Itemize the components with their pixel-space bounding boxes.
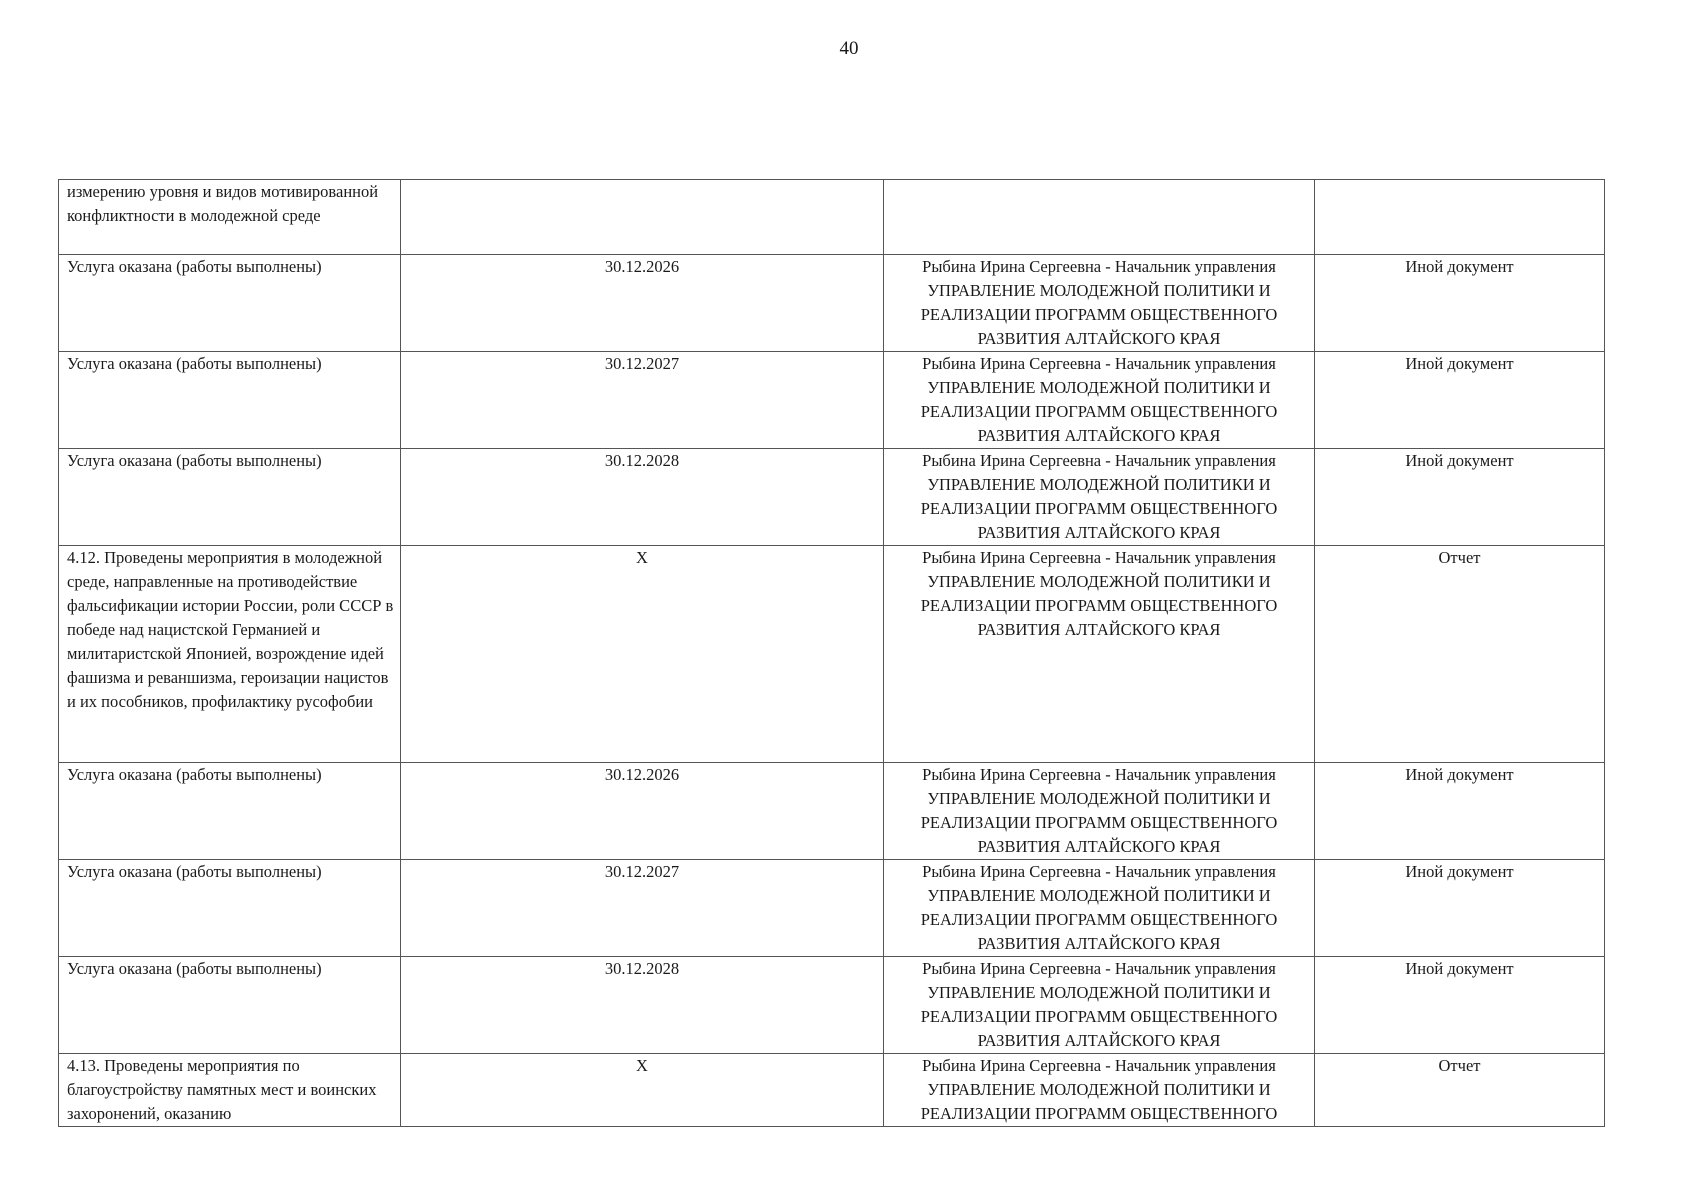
due-date: 30.12.2027 [604, 354, 680, 373]
table-row [59, 957, 1605, 1054]
document-type-cell [1315, 546, 1605, 763]
event-name: измерению уровня и видов мотивированной конфликтности в молодежной среде [67, 182, 379, 225]
due-date-cell [401, 763, 884, 860]
document-type: Иной документ [1405, 257, 1514, 276]
responsible: Рыбина Ирина Сергеевна - Начальник управления УПРАВЛЕНИЕ МОЛОДЕЖНОЙ ПОЛИТИКИ И РЕАЛИЗАЦИИ ПРОГРАММ ОБЩЕСТВЕННОГО РАЗВИТИЯ АЛТАЙСКОГО КРАЯ [920, 959, 1278, 1050]
responsible-cell [884, 352, 1315, 449]
responsible-cell [884, 860, 1315, 957]
due-date: 30.12.2027 [604, 862, 680, 881]
event-name: Услуга оказана (работы выполнены) [67, 862, 322, 881]
document-type: Иной документ [1405, 765, 1514, 784]
table-row [59, 255, 1605, 352]
responsible: Рыбина Ирина Сергеевна - Начальник управления УПРАВЛЕНИЕ МОЛОДЕЖНОЙ ПОЛИТИКИ И РЕАЛИЗАЦИИ ПРОГРАММ ОБЩЕСТВЕННОГО РАЗВИТИЯ АЛТАЙСКОГО КРАЯ [920, 862, 1278, 953]
event-name-cell [59, 449, 401, 546]
event-name: Услуга оказана (работы выполнены) [67, 451, 322, 470]
event-name: 4.13. Проведены мероприятия по благоустройству памятных мест и воинских захоронений, оказанию [67, 1056, 377, 1123]
document-type: Иной документ [1405, 862, 1514, 881]
document-type: Иной документ [1405, 451, 1514, 470]
responsible-cell [884, 546, 1315, 763]
responsible-cell [884, 1054, 1315, 1127]
event-name: Услуга оказана (работы выполнены) [67, 765, 322, 784]
event-name: Услуга оказана (работы выполнены) [67, 354, 322, 373]
event-name-cell [59, 352, 401, 449]
event-name-cell [59, 860, 401, 957]
document-type-cell [1315, 255, 1605, 352]
table-row [59, 546, 1605, 763]
responsible-cell [884, 763, 1315, 860]
responsible-cell [884, 449, 1315, 546]
due-date: 30.12.2028 [604, 451, 680, 470]
responsible-cell [884, 957, 1315, 1054]
responsible-cell [884, 180, 1315, 255]
document-type-cell [1315, 957, 1605, 1054]
event-name-cell [59, 255, 401, 352]
responsible: Рыбина Ирина Сергеевна - Начальник управления УПРАВЛЕНИЕ МОЛОДЕЖНОЙ ПОЛИТИКИ И РЕАЛИЗАЦИИ ПРОГРАММ ОБЩЕСТВЕННОГО РАЗВИТИЯ АЛТАЙСКОГО КРАЯ [920, 354, 1278, 445]
due-date-cell [401, 449, 884, 546]
document-type: Отчет [1438, 1056, 1481, 1075]
document-type-cell [1315, 449, 1605, 546]
responsible: Рыбина Ирина Сергеевна - Начальник управления УПРАВЛЕНИЕ МОЛОДЕЖНОЙ ПОЛИТИКИ И РЕАЛИЗАЦИИ ПРОГРАММ ОБЩЕСТВЕННОГО [920, 1056, 1278, 1123]
event-name: Услуга оказана (работы выполнены) [67, 959, 322, 978]
responsible: Рыбина Ирина Сергеевна - Начальник управления УПРАВЛЕНИЕ МОЛОДЕЖНОЙ ПОЛИТИКИ И РЕАЛИЗАЦИИ ПРОГРАММ ОБЩЕСТВЕННОГО РАЗВИТИЯ АЛТАЙСКОГО КРАЯ [920, 451, 1278, 542]
event-name-cell [59, 546, 401, 763]
event-name: 4.12. Проведены мероприятия в молодежной среде, направленные на противодействие фальсификации истории России, роли СССР в победе над нацистской Германией и милитаристской Японией, возрождение идей фашизма и реваншизма, героизации нацистов и их пособников, профилактику русофобии [67, 548, 394, 711]
due-date: 30.12.2026 [604, 765, 680, 784]
due-date-cell [401, 180, 884, 255]
responsible-cell [884, 255, 1315, 352]
due-date: 30.12.2028 [604, 959, 680, 978]
document-type-cell [1315, 180, 1605, 255]
table-row [59, 352, 1605, 449]
event-name-cell [59, 180, 401, 255]
responsible: Рыбина Ирина Сергеевна - Начальник управления УПРАВЛЕНИЕ МОЛОДЕЖНОЙ ПОЛИТИКИ И РЕАЛИЗАЦИИ ПРОГРАММ ОБЩЕСТВЕННОГО РАЗВИТИЯ АЛТАЙСКОГО КРАЯ [920, 765, 1278, 856]
page-number: 40 [839, 38, 859, 59]
table-row [59, 449, 1605, 546]
due-date-cell [401, 957, 884, 1054]
due-date-cell [401, 255, 884, 352]
table-row [59, 180, 1605, 255]
document-type-cell [1315, 763, 1605, 860]
due-date-cell [401, 860, 884, 957]
document-type-cell [1315, 860, 1605, 957]
table-row [59, 763, 1605, 860]
document-type: Отчет [1438, 548, 1481, 567]
responsible: Рыбина Ирина Сергеевна - Начальник управления УПРАВЛЕНИЕ МОЛОДЕЖНОЙ ПОЛИТИКИ И РЕАЛИЗАЦИИ ПРОГРАММ ОБЩЕСТВЕННОГО РАЗВИТИЯ АЛТАЙСКОГО КРАЯ [920, 257, 1278, 348]
table-row [59, 1054, 1605, 1127]
document-type-cell [1315, 1054, 1605, 1127]
event-name-cell [59, 1054, 401, 1127]
due-date: X [636, 548, 648, 567]
responsible: Рыбина Ирина Сергеевна - Начальник управления УПРАВЛЕНИЕ МОЛОДЕЖНОЙ ПОЛИТИКИ И РЕАЛИЗАЦИИ ПРОГРАММ ОБЩЕСТВЕННОГО РАЗВИТИЯ АЛТАЙСКОГО КРАЯ [920, 548, 1278, 639]
due-date: 30.12.2026 [604, 257, 680, 276]
event-name-cell [59, 957, 401, 1054]
plan-table [58, 179, 1605, 1127]
due-date-cell [401, 352, 884, 449]
document-type: Иной документ [1405, 354, 1514, 373]
event-name-cell [59, 763, 401, 860]
due-date-cell [401, 546, 884, 763]
table-row [59, 860, 1605, 957]
due-date-cell [401, 1054, 884, 1127]
document-type: Иной документ [1405, 959, 1514, 978]
event-name: Услуга оказана (работы выполнены) [67, 257, 322, 276]
due-date: X [636, 1056, 648, 1075]
document-type-cell [1315, 352, 1605, 449]
